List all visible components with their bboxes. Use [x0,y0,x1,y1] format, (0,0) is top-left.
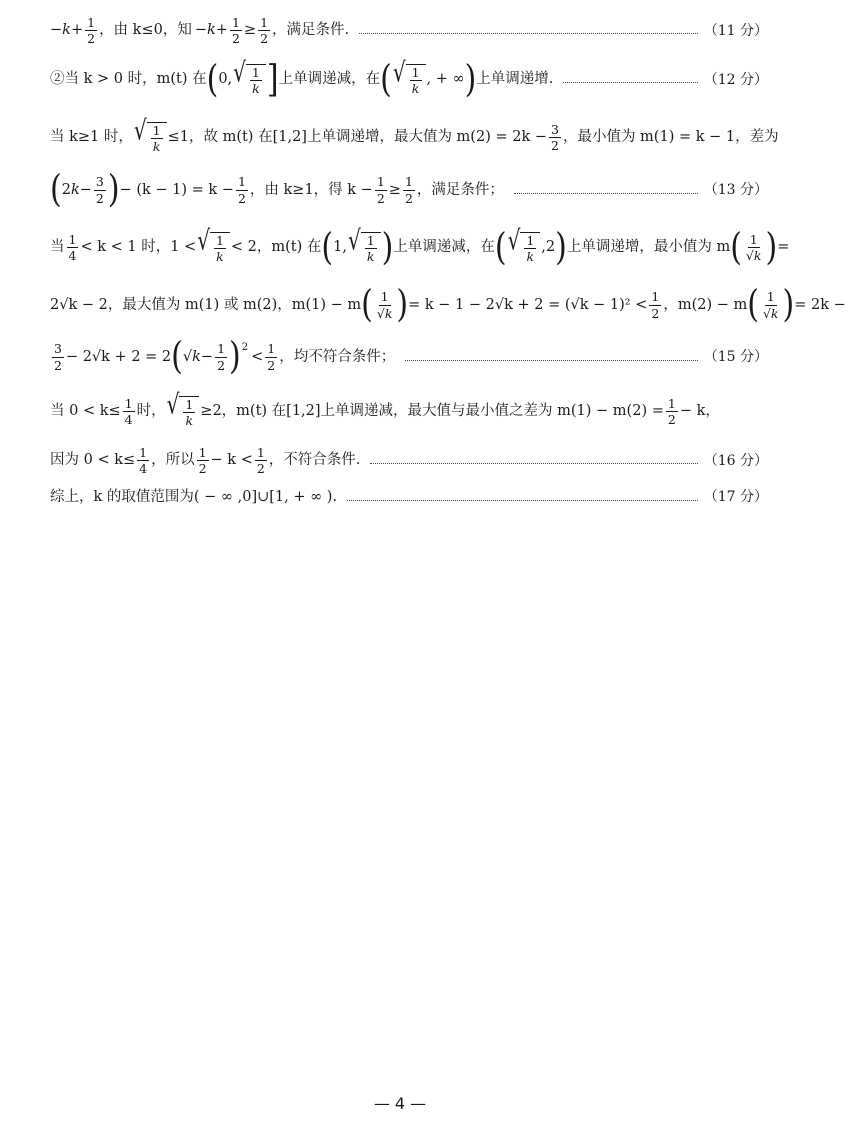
dot-leader [359,33,698,34]
solution-line-17 [50,490,768,505]
formula: 因为 0 < k≤ $\frac{1}{4}$ ，所以 $\frac{1}{2}$ − k < $\frac{1}{2}$ ，不符合条件. [50,445,361,477]
formula: 2√k − 2，最大值为 m(1) 或 m(2)，m(1) − m ( $\frac{1}{√k}$ ) = k − 1 − 2√k + 2 = (√k − 1)² < $\frac{1}{2}$ ，m(2) − m ( $\frac{1}{√k}$ ) = 2k − [50,282,846,327]
dot-leader [370,463,697,464]
formula: − k + $\frac{1}{2}$ ，由 k≤0，知 − k + $\frac{1}{2}$ ≥ $\frac{1}{2}$ ，满足条件. [50,15,350,47]
conclusion-text: 综上，k 的取值范围为( − ∞ ,0]∪[1, + ∞ ). [50,489,338,505]
formula: 当 k≥1 时， √ $\frac{1}{k}$ ≤1，故 m(t) 在[1,2]上单调递增，最大值为 m(2) = 2k − $\frac{3}{2}$ ，最小值为 m(1) = k − 1，差为 [50,113,779,155]
formula: 当 0 < k≤ $\frac{1}{4}$ 时， √ $\frac{1}{k}$ ≥2，m(t) 在[1,2]上单调递减，最大值与最小值之差为 m(1) − m(2) = $\frac{1}{2}$ − k， [50,387,720,429]
solution-line-12 [50,55,768,101]
score-label: （12 分） [703,71,768,88]
dot-leader [514,193,698,194]
solution-line-14a [50,223,790,269]
formula: ( 2 k − $\frac{3}{2}$ ) − (k − 1) = k − $\frac{1}{2}$ ，由 k≥1，得 k − $\frac{1}{2}$ ≥ $\frac{1}{2}$ ，满足条件； [50,167,504,212]
solution-line-13b [50,167,768,212]
score-label: （17 分） [703,489,768,506]
score-label: （11 分） [703,22,768,39]
formula: 当 $\frac{1}{4}$ < k < 1 时，1 < √ $\frac{1}{k}$ < 2，m(t) 在 ( 1, √ $\frac{1}{k}$ ) 上单调递减，在 ( √ $\frac{1}{k}$ ,2 ) 上单调递增，最小值为 m ( $\frac{1}{√k}$ ) = [50,223,790,269]
formula: ②当 k > 0 时，m(t) 在 ( 0, √ $\frac{1}{k}$ ] 上单调递减，在 ( √ $\frac{1}{k}$ , + ∞ ) 上单调递增. [50,55,554,101]
dot-leader [347,500,698,501]
score-label: （16 分） [703,452,768,469]
solution-line-14b [50,282,846,327]
dot-leader [405,360,698,361]
solution-line-11 [50,16,768,45]
solution-line-13a [50,113,779,155]
score-label: （13 分） [703,182,768,198]
solution-line-15 [50,334,768,379]
score-label: （15 分） [703,349,768,365]
page-number: — 4 — [373,1094,427,1113]
solution-line-16b [50,446,768,475]
formula: $\frac{3}{2}$ − 2√k + 2 = 2 ( √ k − $\frac{1}{2}$ ) 2 < $\frac{1}{2}$ ，均不符合条件； [54,334,396,379]
solution-line-16a [50,387,768,429]
dot-leader [563,82,697,83]
